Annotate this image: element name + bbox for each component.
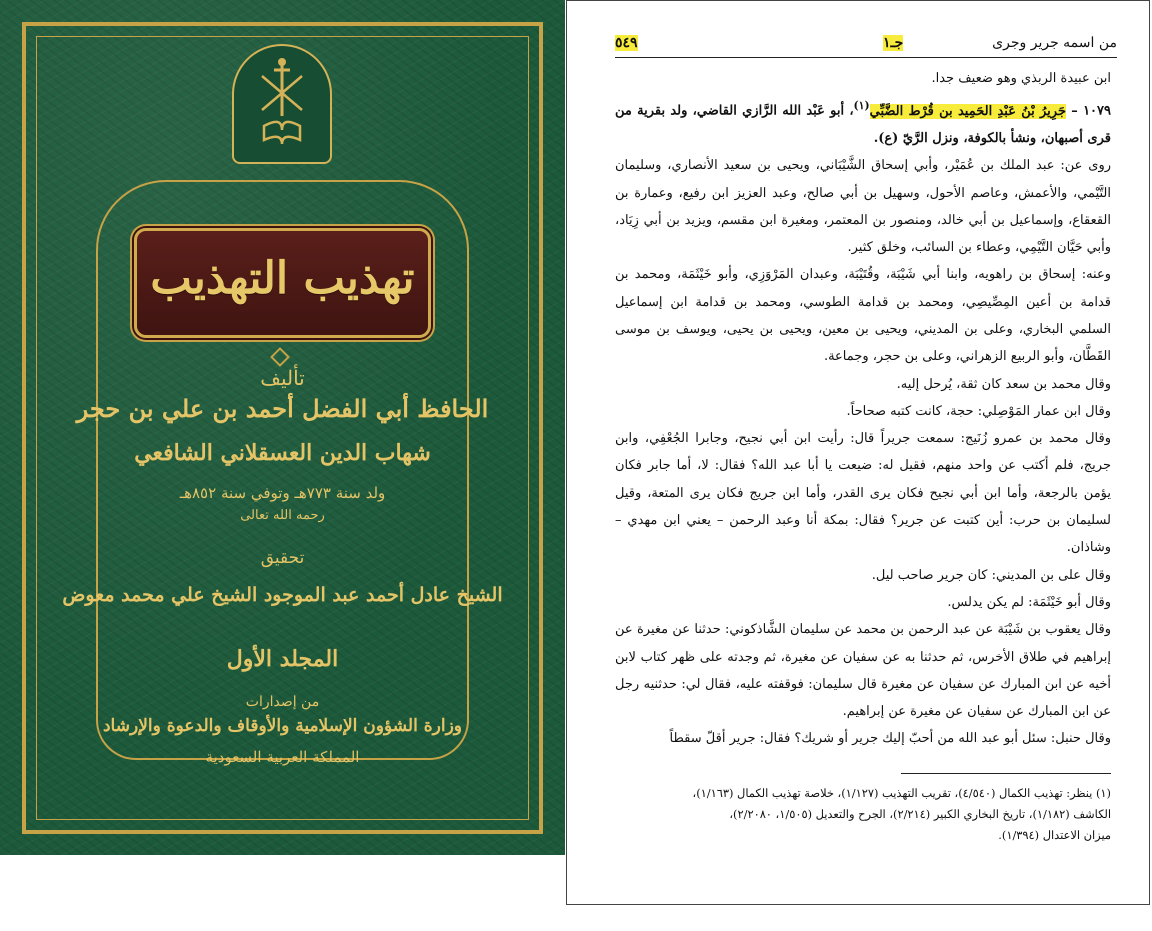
- footnote-line: الكاشف (١/١٨٢)، تاريخ البخاري الكبير (٢/٢١٤)، الجرح والتعديل (١/٥٠٥، ٢/٢٠٨٠)،: [729, 807, 1111, 821]
- paragraph: وقال على بن المديني: كان جرير صاحب ليل.: [871, 567, 1111, 583]
- footnote-line: ميزان الاعتدال (١/٣٩٤).: [998, 828, 1111, 842]
- editors-names: الشيخ عادل أحمد عبد الموجود الشيخ علي محمد معوض: [62, 584, 503, 606]
- entry-heading: [615, 92, 1111, 152]
- volume-mark: جـ١: [883, 35, 904, 51]
- entry-number: ١٠٧٩ –: [1066, 103, 1111, 119]
- author-mercy-phrase: رحمه الله تعالى: [240, 508, 325, 523]
- paragraph: وقال حنبل: سئل أبو عبد الله من أحبّ إليك جرير أو شريك؟ فقال: جرير أقلّ سقطاً: [669, 731, 1111, 747]
- footnotes: [615, 783, 1111, 846]
- author-dates: ولد سنة ٧٧٣هـ وتوفي سنة ٨٥٢هـ: [179, 484, 386, 502]
- emblem-graphic: [234, 46, 330, 162]
- paragraph: وقال محمد بن سعد كان ثقة، يُرحل إليه.: [896, 376, 1111, 392]
- volume-label: المجلد الأول: [226, 646, 339, 672]
- page-number: ٥٤٩: [615, 35, 638, 51]
- author-name: الحافظ أبي الفضل أحمد بن علي بن حجر: [76, 394, 489, 423]
- paragraph: وقال ابن عمار المَوْصِلي: حجة، كانت كتبه صحاحاً.: [846, 403, 1111, 419]
- paragraph: وقال محمد بن عمرو زُنَيج: سمعت جريراً قال: رأيت ابن أبي نجيح، وجابرا الجُعْفِي، وابن جريج، فلم أكتب عن واحد منهم، فقيل له: ضيعت يا أبا عبد الله؟ فقال: لا، أما جابر فكان يؤمن بالرجعة، وأما ابن أبي نجيح فكان يرى القدر، وأما ابن جريج فكان يرى المتعة، وقيل لسليمان بن حرب: أين كتبت عن جرير؟ فقال: بمكة أنا وعبد الرحمن – يعني ابن مهدي – وشاذان.: [615, 431, 1111, 556]
- running-head: من اسمه جرير وجرى: [992, 35, 1117, 51]
- paragraph: وقال يعقوب بن شَيْبَة عن عبد الرحمن بن محمد عن سليمان الشَّاذكوني: حدثنا عن مغيرة عن إبراهيم في طلاق الأخرس، ثم حدثنا به عن سفيان عن مغيرة، ثم وجدته على ظهر كتاب لابن أخيه عن ابن المبارك عن سفيان عن مغيرة قال سليمان: فوقفته عليه، فقال لي: حدثنيه رجل عن ابن المبارك عن سفيان عن مغيرة عن إبراهيم.: [615, 622, 1111, 720]
- footnote-divider: [901, 773, 1111, 774]
- paragraph: وقال أبو خَيْثَمَة: لم يكن يدلس.: [947, 594, 1111, 610]
- publisher-label: من إصدارات: [245, 694, 320, 710]
- scanned-page: [566, 0, 1150, 905]
- author-label: تأليف: [260, 366, 305, 390]
- footnote-line: (١) ينظر: تهذيب الكمال (٤/٥٤٠)، تقريب التهذيب (١/١٢٧)، خلاصة تهذيب الكمال (١/١٦٣)،: [692, 786, 1111, 800]
- page-body: [615, 65, 1111, 765]
- editing-label: تحقيق: [260, 548, 305, 568]
- author-epithet: شهاب الدين العسقلاني الشافعي: [134, 440, 431, 466]
- ministry-emblem-icon: [232, 44, 332, 164]
- entry-name: جَرِيرُ بْنُ عَبْدِ الحَمِيد بن قُرْط الضَّبِّي: [869, 103, 1067, 119]
- publisher-name: وزارة الشؤون الإسلامية والأوقاف والدعوة والإرشاد: [102, 716, 463, 736]
- paragraph: وعنه: إسحاق بن راهويه، وابنا أبي شَيْبَة، وقُتَيْبَة، وعبدان المَرْوَزِي، وأبو خَيْثَمَة، ومحمد بن قدامة بن أعين المِصِّيصِي، ومحمد بن قدامة الطوسي، ومحمد بن قدامة ابن إسماعيل السلمي البخاري، وعلى بن المديني، ويحيى بن معين، ويحيى بن يحيى، ويوسف بن موسى القَطَّان، وأبو الربيع الزهراني، وعلى بن حجر، وجماعة.: [615, 267, 1111, 365]
- cover-title: تهذيب التهذيب: [150, 253, 415, 304]
- publisher-country: المملكة العربية السعودية: [205, 748, 360, 766]
- title-plate: [134, 228, 431, 338]
- paragraph: روى عن: عبد الملك بن عُمَيْر، وأبي إسحاق الشَّيْبَاني، ويحيى بن سعيد الأنصاري، وسليمان التَّيْمي، والأعمش، وعاصم الأحول، وسهيل بن أبي صالح، وعبد العزيز ابن رفيع، وعمارة بن القعقاع، وإسماعيل بن أبي خالد، ومنصور بن المعتمر، ومغيرة ابن مقسم، ويزيد بن أبي زِيَاد، وأبي حَيَّان التَّيْمِي، وعطاء بن السائب، وخلق كثير.: [615, 158, 1111, 256]
- entry-description: ، أبو عَبْد الله الرَّازي القاضي، ولد بقرية من قرى أصبهان، ونشأ بالكوفة، ونزل الرَّيّ (ع).: [615, 103, 1111, 146]
- paragraph: ابن عبيدة الربذي وهو ضعيف جدا.: [931, 71, 1111, 86]
- footnote-ref: (١): [853, 99, 870, 113]
- book-cover-image: [0, 0, 565, 855]
- page-header: [615, 29, 1117, 58]
